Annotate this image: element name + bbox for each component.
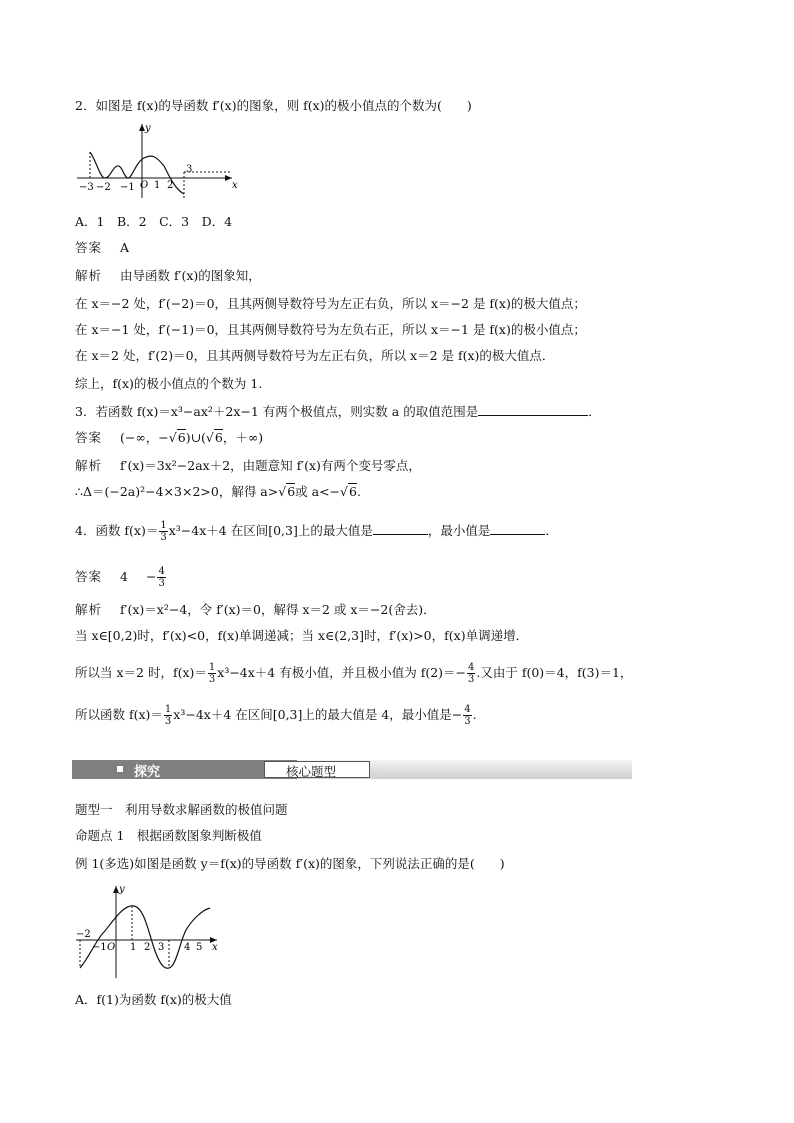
q2-label-p2: 2 <box>167 180 174 191</box>
q2-derivative-graph <box>72 120 247 200</box>
q4-l3-a: 所以当 x＝2 时，f(x)＝ <box>75 665 207 680</box>
ex-label-p4: 4 <box>184 942 191 953</box>
q4-l3-frac-1 <box>208 662 216 685</box>
banner-right-title: 核心题型 <box>286 764 337 779</box>
example-derivative-graph <box>72 880 222 980</box>
answer-label: 答案 <box>75 430 103 445</box>
frac-den: 3 <box>160 532 167 543</box>
q2-label-x: x <box>232 180 238 191</box>
q4-question-d: ． <box>545 523 558 538</box>
q2-x-arrow <box>225 175 232 181</box>
ex-label-m2: −2 <box>76 929 91 940</box>
q2-analysis-2: 在 x＝−2 处，f′(−2)＝0，且其两侧导数符号为左正右负，所以 x＝−2 是 f(x)的极大值点； <box>75 296 586 311</box>
analysis-label: 解析 <box>75 268 103 283</box>
q3-answer-e: ，＋∞) <box>222 430 264 445</box>
q3-analysis-2c: 或 a<− <box>295 484 341 499</box>
frac-den: 3 <box>208 674 216 685</box>
q3-analysis-sqrt-1: 6 <box>287 484 296 499</box>
q4-l4-a: 所以函数 f(x)＝ <box>75 707 163 722</box>
q4-answer-max: 4 <box>120 569 128 584</box>
q3-analysis-sqrt-2: 6 <box>349 484 357 499</box>
q2-label-m1: −1 <box>120 182 135 193</box>
q4-l3-c: .又由于 f(0)＝4，f(3)＝1， <box>476 665 633 680</box>
q3-analysis-1 <box>75 458 421 474</box>
q2-answer <box>75 240 129 256</box>
q3-question-text: 3．若函数 f(x)＝x³−ax²＋2x−1 有两个极值点，则实数 a 的取值范围是 <box>75 404 479 419</box>
q2-label-p3: 3 <box>186 164 193 175</box>
q4-fraction <box>159 520 167 543</box>
q2-label-y: y <box>145 123 151 134</box>
q3-analysis-2e: . <box>356 484 361 499</box>
q4-l4-frac-1 <box>164 704 172 727</box>
ex-label-p1: 1 <box>130 942 137 953</box>
section-banner <box>72 760 632 779</box>
frac-num: 4 <box>464 704 471 715</box>
banner-left-title: 探究 <box>134 765 161 780</box>
q2-analysis-1 <box>75 268 261 284</box>
q4-question <box>75 520 558 543</box>
point-title: 命题点 1 根据函数图象判断极值 <box>75 828 262 843</box>
q4-analysis-1 <box>75 602 436 618</box>
ex-label-p3: 3 <box>158 942 165 953</box>
q2-analysis-text-1: 由导函数 f′(x)的图象知， <box>120 268 261 283</box>
q3-answer-sqrt-2: 6 <box>214 430 223 445</box>
ex-label-y: y <box>119 884 125 895</box>
q2-label-m3: −3 <box>79 182 94 193</box>
banner-square-icon <box>117 766 123 772</box>
ex-label-m1: −1 <box>92 942 107 953</box>
q2-analysis-5: 综上，f(x)的极小值点的个数为 1. <box>75 376 263 391</box>
q4-question-a: 4．函数 f(x)＝ <box>75 523 159 538</box>
frac-den: 3 <box>468 674 475 685</box>
q2-analysis-3: 在 x＝−1 处，f′(−1)＝0，且其两侧导数符号为左负右正，所以 x＝−1 是 f(x)的极小值点； <box>75 322 586 337</box>
q3-question <box>75 403 601 420</box>
q2-options: A．1 B．2 C．3 D．4 <box>75 214 233 229</box>
q4-l4-b: x³−4x＋4 在区间[0,3]上的最大值是 4，最小值是− <box>173 707 463 722</box>
q4-analysis-3 <box>75 662 632 685</box>
q4-l3-b: x³−4x＋4 有极小值，并且极小值为 f(2)＝− <box>217 665 467 680</box>
q2-label-o: O <box>140 180 149 191</box>
q3-answer-sqrt-1: 6 <box>177 430 186 445</box>
frac-num: 4 <box>158 566 165 577</box>
q4-answer-fraction <box>157 566 165 589</box>
ex-label-p2: 2 <box>144 942 151 953</box>
frac-num: 4 <box>468 662 475 673</box>
example-1: 例 1(多选)如图是函数 y＝f(x)的导函数 f′(x)的图象，下列说法正确的是( ) <box>75 856 505 871</box>
q2-analysis-4: 在 x＝2 处，f′(2)＝0，且其两侧导数符号为左正右负，所以 x＝2 是 f(x)的极大值点． <box>75 348 555 363</box>
q4-question-b: x³−4x＋4 在区间[0,3]上的最大值是 <box>168 523 373 538</box>
q2-answer-value: A <box>120 240 130 255</box>
q2-label-m2: −2 <box>96 182 111 193</box>
type-title: 题型一 利用导数求解函数的极值问题 <box>75 802 288 817</box>
frac-den: 3 <box>464 716 471 727</box>
ex-curve <box>80 906 210 968</box>
analysis-label: 解析 <box>75 602 103 617</box>
q4-l4-c: . <box>472 707 477 722</box>
q3-analysis-2a: ∴Δ＝(−2a)²−4×3×2>0，解得 a> <box>75 484 279 499</box>
q3-answer-c: )∪( <box>185 430 206 445</box>
frac-num: 1 <box>164 704 172 715</box>
q3-question-end: ． <box>588 404 601 419</box>
analysis-label: 解析 <box>75 458 103 473</box>
q4-answer-minus: − <box>145 569 157 584</box>
frac-num: 1 <box>208 662 216 673</box>
frac-num: 1 <box>160 520 167 531</box>
q3-analysis-text-1: f′(x)＝3x²−2ax＋2，由题意知 f′(x)有两个变号零点， <box>120 458 421 473</box>
ex-label-x: x <box>212 942 218 953</box>
frac-den: 3 <box>158 578 165 589</box>
q2-label-p1: 1 <box>154 180 161 191</box>
q3-answer-a: (−∞，− <box>120 430 169 445</box>
ex-label-o: O <box>107 942 116 953</box>
q3-answer: 答案 (−∞，−√6)∪(√6，＋∞) <box>75 430 264 445</box>
q4-analysis-2: 当 x∈[0,2)时，f′(x)<0，f(x)单调递减；当 x∈(2,3]时，f′(x)>0，f(x)单调递增． <box>75 628 529 643</box>
q4-question-c: ，最小值是 <box>427 523 491 538</box>
q4-l3-frac-2 <box>467 662 475 685</box>
answer-label: 答案 <box>75 569 103 584</box>
q4-max-blank[interactable] <box>373 522 428 535</box>
q4-answer <box>75 566 167 589</box>
ex-label-p5: 5 <box>196 942 203 953</box>
frac-den: 3 <box>164 716 172 727</box>
q3-answer-blank[interactable] <box>478 403 588 416</box>
q4-analysis-text-1: f′(x)＝x²−4，令 f′(x)＝0，解得 x＝2 或 x＝−2(舍去)． <box>120 602 436 617</box>
answer-label: 答案 <box>75 240 103 255</box>
q4-min-blank[interactable] <box>490 522 545 535</box>
q3-analysis-2: ∴Δ＝(−2a)²−4×3×2>0，解得 a>√6或 a<−√6. <box>75 484 361 499</box>
q4-analysis-4 <box>75 704 477 727</box>
q4-l4-frac-2 <box>463 704 471 727</box>
q2-question: 2．如图是 f(x)的导函数 f′(x)的图象，则 f(x)的极小值点的个数为( ) <box>75 98 472 113</box>
example-option-a: A．f(1)为函数 f(x)的极大值 <box>75 992 232 1007</box>
